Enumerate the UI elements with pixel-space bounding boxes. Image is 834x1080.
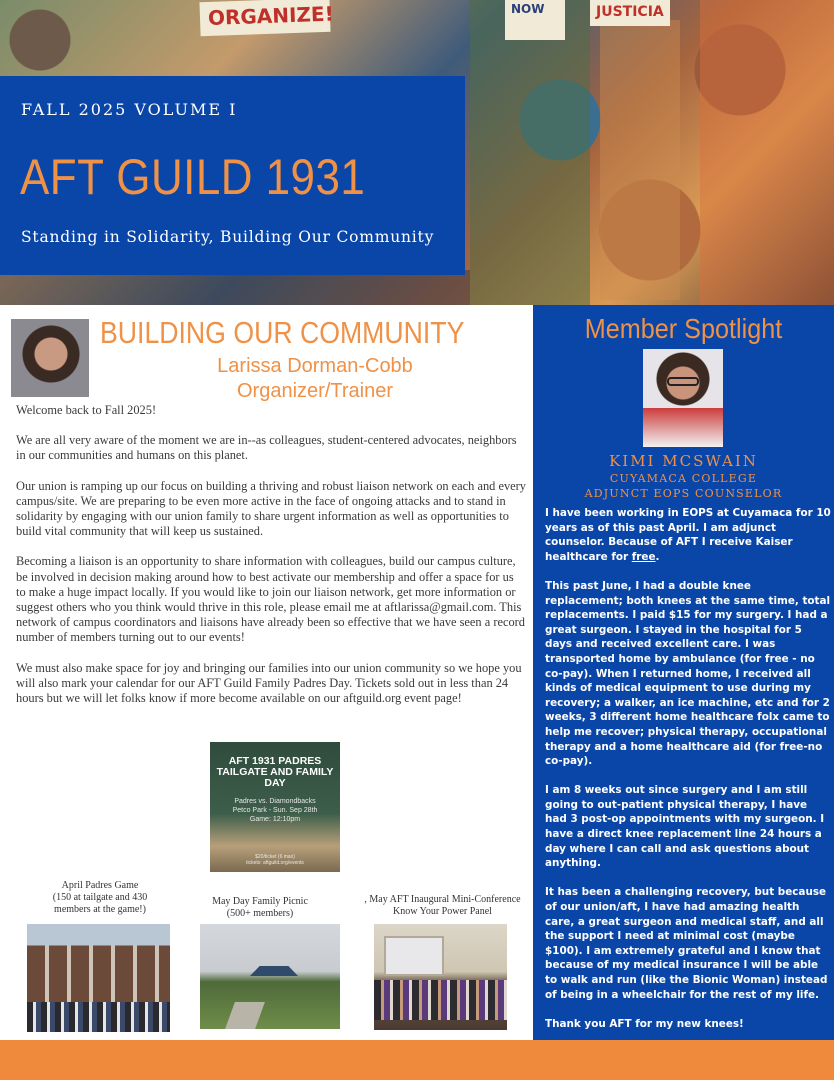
photo-caption-picnic: May Day Family Picnic (500+ members) xyxy=(212,896,308,919)
article-paragraph: Our union is ramping up our focus on building a thriving and robust liaison network on each and every campus/site. We are preparing to be even more active in the face of ongoing attacks and to stand in solidarity by engaging with our union family to share urgent information as well as opportunities to build vital community that will keep us sustained. xyxy=(16,478,526,539)
masthead xyxy=(0,76,465,275)
header-mural xyxy=(0,0,834,305)
spotlight-intro-end: . xyxy=(655,550,660,563)
article-paragraph: Becoming a liaison is an opportunity to share information with colleagues, build our campus culture, be involved in decision making around how to best activate our membership and offer a space for us to make a huge impact locally. If you would like to join our liaison network, get more information or suggest others who you think would thrive in this role, please email me at aftlarissa@gmail.com. This network of campus coordinators and liaisons have already been so effective that we have seen a record number of members turning out to our events! xyxy=(16,554,525,645)
mural-sign-justicia: JUSTICIA xyxy=(590,0,670,26)
spotlight-emphasis: free xyxy=(631,550,656,563)
spotlight-paragraph xyxy=(545,506,831,564)
photo-caption-conference: , May AFT Inaugural Mini-Conference Know Your Power Panel xyxy=(364,894,521,917)
flyer-venue: Petco Park - Sun. Sep 28th xyxy=(232,807,318,814)
spotlight-college: CUYAMACA COLLEGE xyxy=(609,472,758,485)
flyer-title: AFT 1931 PADRES TAILGATE AND FAMILY DAY xyxy=(216,755,334,789)
volume-label: FALL 2025 VOLUME I xyxy=(21,100,238,119)
spotlight-paragraph: It has been a challenging recovery, but because of our union/aft, I have had amazing health care, a great surgeon and medical staff, and all the support I need at minimal cost (maybe $100). I am extremely grateful and I know that because of my medical insurance I will be able to walk and run (like the Bionic Woman) instead of being in a wheelchair for the rest of my life. xyxy=(545,886,828,1001)
article-paragraph: We are all very aware of the moment we are in--as colleagues, student-centered advocates, neighbors in our communities and humans on this planet. xyxy=(16,433,517,463)
tagline: Standing in Solidarity, Building Our Community xyxy=(21,228,435,246)
member-spotlight xyxy=(533,305,834,1040)
flyer-price-text: $20/ticket (6 max) xyxy=(255,854,295,860)
mural-shape xyxy=(0,270,470,305)
article-heading: BUILDING OUR COMMUNITY xyxy=(100,315,465,350)
article-paragraph: Welcome back to Fall 2025! xyxy=(16,403,157,417)
spotlight-photo xyxy=(643,349,723,447)
spotlight-body xyxy=(545,506,831,1046)
photo-group xyxy=(374,980,507,1020)
photo-pavilion xyxy=(250,966,298,976)
picnic-photo xyxy=(200,924,340,1029)
photo-whiteboard xyxy=(384,936,444,976)
spotlight-name: KIMI MCSWAIN xyxy=(609,452,758,470)
flyer-link: tickets: aftguild.org/events xyxy=(246,860,304,866)
flyer-matchup: Padres vs. Diamondbacks xyxy=(234,798,316,805)
author-name: Larissa Dorman-Cobb xyxy=(217,355,413,377)
spotlight-intro: I have been working in EOPS at Cuyamaca for 10 years as of this past April. I am adjunct counselor. Because of AFT I receive Kaiser healthcare for xyxy=(545,507,831,563)
mural-shape xyxy=(700,0,834,305)
footer-bar xyxy=(0,1040,834,1080)
photo-caption-padres-game: April Padres Game (150 at tailgate and 430 members at the game!) xyxy=(52,880,148,915)
article-body xyxy=(16,403,526,721)
photo-path xyxy=(225,1002,265,1029)
padres-game-photo xyxy=(27,924,170,1032)
padres-day-flyer xyxy=(210,742,340,872)
photo-glasses xyxy=(667,377,699,386)
spotlight-paragraph: I am 8 weeks out since surgery and I am still going to out-patient physical therapy, I have had 3 post-op appointments with my surgeon. I have a direct knee replacement line 24 hours a day where I can call and ask questions about anything. xyxy=(545,784,825,870)
conference-photo xyxy=(374,924,507,1030)
mural-sign-organize: ORGANIZE! xyxy=(199,0,330,36)
main-article xyxy=(0,305,530,1040)
flyer-time: Game: 12:10pm xyxy=(249,816,301,823)
newsletter-title: AFT GUILD 1931 xyxy=(20,149,366,205)
mural-shape xyxy=(600,20,680,300)
author-role: Organizer/Trainer xyxy=(237,380,393,402)
photo-crowd xyxy=(27,1002,170,1032)
spotlight-title: Member Spotlight xyxy=(584,313,783,344)
article-paragraph: We must also make space for joy and bringing our families into our union community so we hope you will also mark your calendar for our AFT Guild Family Padres Day. Tickets sold out in less than 24 hours but we will let folks know if more become available on our aftguild.org event page! xyxy=(16,660,522,706)
mural-shape xyxy=(470,0,590,305)
spotlight-role: ADJUNCT EOPS COUNSELOR xyxy=(584,487,783,500)
spotlight-paragraph: This past June, I had a double knee replacement; both knees at the same time, total replacements. I paid $15 for my surgery. I had a great surgeon. I stayed in the hospital for 5 days and received excellent care. I was transported home by ambulance (for free - no co-pay). When I returned home, I received all kinds of medical equipment to use during my recovery; a walker, an ice machine, etc and for 2 weeks, 3 different home healthcare folx came to help me recover; physical therapy, occupational therapy and a home healthcare aid (for free-no co-pay). xyxy=(545,579,831,768)
spotlight-paragraph: Thank you AFT for my new knees! xyxy=(545,1017,744,1030)
flyer-price xyxy=(210,854,340,866)
mural-sign-now: NOW xyxy=(505,0,565,40)
